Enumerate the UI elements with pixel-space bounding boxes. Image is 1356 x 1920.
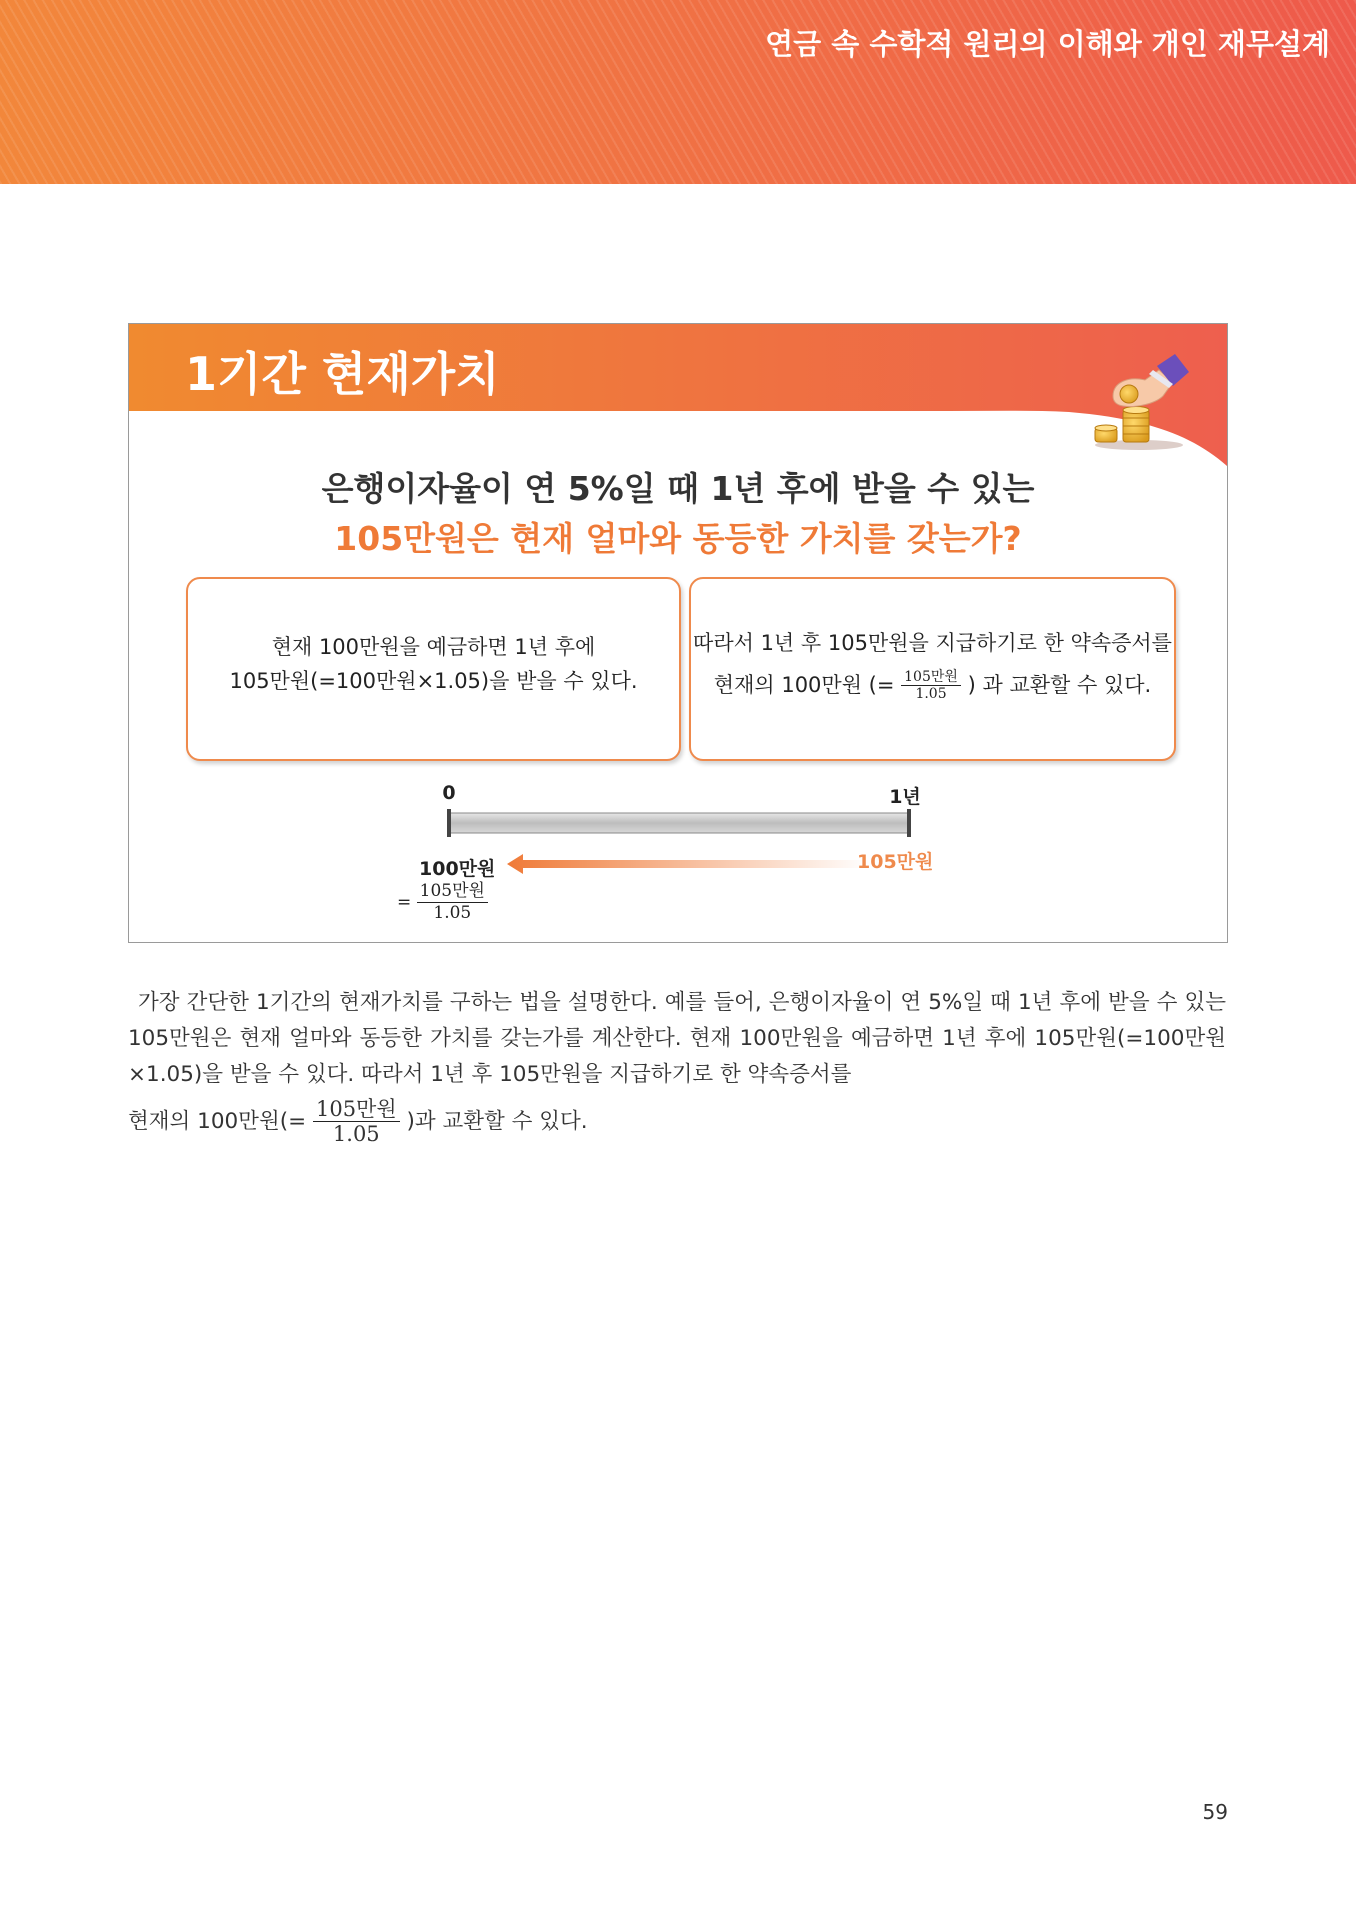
- timeline-bar: [449, 813, 909, 833]
- body-paragraph: [128, 985, 1226, 1147]
- box-right-line-1: 따라서 1년 후 105만원을 지급하기로 한 약속증서를: [693, 631, 1172, 655]
- body-fraction-den: 1.05: [332, 1122, 380, 1147]
- body-fraction: [313, 1097, 400, 1147]
- question-line-2: 105만원은 현재 얼마와 동등한 가치를 갖는가?: [334, 519, 1022, 558]
- box-right-fraction-den: 1.05: [915, 686, 947, 703]
- body-fraction-num: 105만원: [313, 1097, 400, 1122]
- running-title: 연금 속 수학적 원리의 이해와 개인 재무설계: [765, 27, 1330, 61]
- slide-title: 1기간 현재가치: [185, 347, 500, 401]
- timeline-start-label: 0: [442, 782, 456, 804]
- body-last-line: [128, 1097, 1226, 1147]
- pv-fraction-den: 1.05: [433, 902, 472, 923]
- question-line-1: 은행이자율이 연 5%일 때 1년 후에 받을 수 있는: [321, 469, 1035, 508]
- box-left-line-2: 105만원(=100만원×1.05)을 받을 수 있다.: [229, 669, 638, 693]
- body-last-line-prefix: 현재의 100만원(=: [128, 1109, 307, 1135]
- box-right-prefix: 현재의 100만원 (=: [713, 673, 895, 697]
- present-value-label: 100만원: [419, 858, 496, 880]
- pv-equals-sign: =: [397, 892, 412, 913]
- box-right-suffix: ) 과 교환할 수 있다.: [967, 673, 1152, 697]
- body-last-line-suffix: )과 교환할 수 있다.: [406, 1109, 588, 1135]
- timeline-end-label: 1년: [889, 786, 921, 808]
- pv-equation: [397, 882, 488, 923]
- box-left-line-1: 현재 100만원을 예금하면 1년 후에: [271, 635, 596, 659]
- body-paragraph-text: 가장 간단한 1기간의 현재가치를 구하는 법을 설명한다. 예를 들어, 은행이자율이 연 5%일 때 1년 후에 받을 수 있는 105만원은 현재 얼마와 동등한 가치를 갖는가를 계산한다. 현재 100만원을 예금하면 1년 후에 105만원(=100만원×1.05)을 받을 수 있다. 따라서 1년 후 105만원을 지급하기로 한 약속증서를: [128, 990, 1226, 1087]
- timeline-graphic: [129, 324, 1227, 942]
- box-right-fraction-num: 105만원: [901, 669, 961, 686]
- future-value-label: 105만원: [857, 851, 934, 873]
- pv-fraction: [417, 882, 488, 923]
- discount-arrow: [507, 854, 869, 874]
- pv-fraction-num: 105만원: [417, 882, 488, 903]
- slide-figure: [128, 323, 1228, 943]
- page-number: 59: [1202, 1800, 1228, 1824]
- page-header-band: [0, 0, 1356, 184]
